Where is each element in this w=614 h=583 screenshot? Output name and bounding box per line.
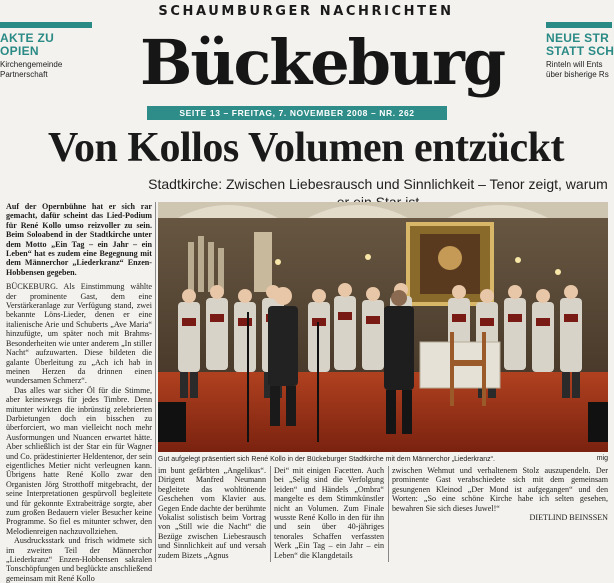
article-paragraph: Das alles war sicher Öl für die Stimme, aber keineswegs für jedes Timbre. Denn mitunter wirkten die inbrünstig zelebrierten Darbietungen doch ein bisschen zu überforciert, wo man vielleicht noch mehr Ausformungen und Nuancen erwartet hätte. Aber schließlich ist der Star ein für Wagner und Co. prädestinierter Heldentenor, der sein eigentliches Metier nicht verleugnen kann. Übrigens hatte René Kollo zwar den Organisten Jörg Strotthoff mitgebracht, der seine Interpretationen gespürvoll begleitete und für gekonnte Extrabeiträge sorgte, aber zum großen Bedauern vieler Besucher keine Programme. So fiel es mitunter schwer, den Melodienreigen nachzuvollziehen.: [6, 385, 152, 536]
article-author: DIETLIND BEINSSEN: [529, 513, 608, 523]
right-teaser[interactable]: [546, 22, 612, 80]
teaser-heading: OPIEN: [0, 44, 39, 58]
article-paragraph: BÜCKEBURG. Als Einstimmung wählte der prominente Gast, dem eine Verstärkeranlage zur Verfügung stand, zwei bekannte Löns-Lieder, denen er eine italienische Arie und Schuberts „Ave Maria“ hinzufügte, um später noch mit Brahms-Besonderheiten wie unter anderem „In stiller Nacht“ aufzuwarten. Diese bildeten die galante Überleitung zu „Ach ich hab in meinen Herzen da drinnen einen wundersamen Schmerz“.: [6, 282, 152, 386]
teaser-text: Kirchengemeinde: [0, 60, 63, 69]
article-column-1: [6, 202, 152, 583]
teaser-text: Rinteln will Ents: [546, 60, 603, 69]
teaser-text: über bisherige Rs: [546, 70, 609, 79]
choir-photo[interactable]: [158, 202, 608, 452]
column-divider: [388, 466, 389, 562]
newspaper-name: SCHAUMBURGER NACHRICHTEN: [158, 4, 454, 19]
article-paragraph: zwischen Wehmut und verhaltenem Stolz auszupendeln. Der prominente Gast verabschiedete sich mit dem gemeinsam gesungenen Kleinod „Der Mond ist aufgegangen“ und den Worten: „So eine schöne Kirche habe ich selten gesehen, bewahren Sie sich dieses Juwel!“: [392, 466, 608, 513]
article-lead: Auf der Opernbühne hat er sich rar gemacht, dafür scheint das Lied-Podium für René Kollo umso reizvoller zu sein. Beim Soloabend in der Stadtkirche unter dem Motto „Ein Tag – ein Jahr – ein Leben“ hat es zudem eine Begegnung mit dem Männerchor „Liederkranz“ Enzen-Hobbensen gegeben.: [6, 202, 152, 277]
teaser-heading: AKTE ZU: [0, 31, 55, 45]
section-masthead: Bückeburg: [140, 26, 505, 99]
article-subheadline: Stadtkirche: Zwischen Liebesrausch und Sinnlichkeit – Tenor zeigt, warum: [148, 176, 608, 192]
left-teaser[interactable]: [0, 22, 100, 80]
teaser-accent-bar: [546, 22, 612, 28]
article-paragraph: Ausdrucksstark und frisch widmete sich im zweiten Teil der Männerchor „Liederkranz“ Enzen-Hobbensen sakralen Tonschöpfungen und beglückte anschließend gemeinsam mit René Kollo: [6, 536, 152, 583]
church-concert-illustration: [158, 202, 608, 452]
photo-caption: Gut aufgelegt präsentiert sich René Kollo in der Bückeburger Stadtkirche mit dem Männerchor „Liederkranz“.: [158, 456, 495, 463]
article-column-2: [158, 466, 266, 562]
article-column-4: [392, 466, 608, 562]
teaser-accent-bar: [0, 22, 92, 28]
teaser-text: Partnerschaft: [0, 70, 48, 79]
issue-line: SEITE 13 – FREITAG, 7. NOVEMBER 2008 – NR. 262: [147, 106, 447, 120]
article-paragraph: Dei“ mit einigen Facetten. Auch bei „Selig sind die Verfolgung leiden“ und Händels „Ombra“ mangelte es dem Stimmkünstler nicht an Volumen. Zum Finale wusste René Kollo in den für ihn und sein über 40-jähriges tenorales Schaffen verfassten Werk „Ein Tag – ein Jahr – ein Leben“ die Klangdetails: [274, 466, 384, 560]
column-divider: [155, 202, 156, 562]
article-paragraph: im bunt gefärbten „Angelikus“. Dirigent Manfred Neumann begleitete das wohltönende Geschehen vom Klavier aus. Gegen Ende dachte der berühmte Vokalist solistisch beim Vortrag von „Still wie die Nacht“ die Bezüge zwischen Liebesrausch und Sinnlichkeit auf und versah zudem Bizets „Agnus: [158, 466, 266, 560]
article-column-3: [274, 466, 384, 562]
article-headline: Von Kollos Volumen entzückt: [48, 125, 564, 171]
teaser-heading: NEUE STR: [546, 31, 610, 45]
photo-credit: mig: [596, 455, 608, 462]
column-divider: [270, 466, 271, 562]
teaser-heading: STATT SCH: [546, 44, 614, 58]
